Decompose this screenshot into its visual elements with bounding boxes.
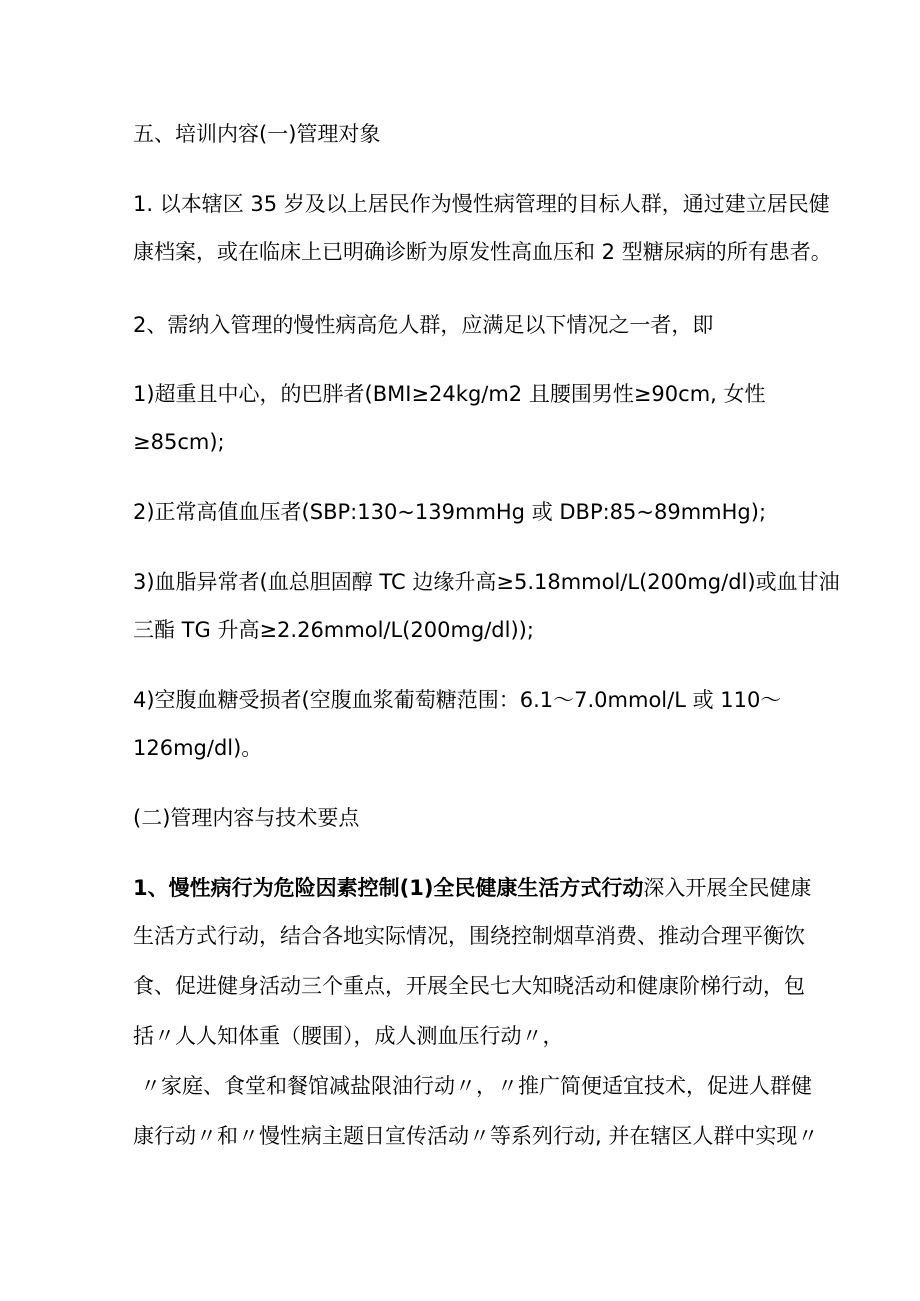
- list-item-fasting-glucose-line1: 4)空腹血糖受损者(空腹血浆葡萄糖范围：6.1～7.0mmol∕L 或 110～: [133, 688, 782, 712]
- paragraph-risk-control-line5: 〃家庭、食堂和餐馆减盐限油行动〃，〃推广简便适宜技术，促进人群健: [140, 1074, 812, 1098]
- list-item-fasting-glucose-line2: 126mg∕dl)。: [133, 736, 263, 760]
- list-item-blood-pressure: 2)正常高值血压者(SBP:130~139mmHg 或 DBP:85~89mmHg);: [133, 500, 767, 524]
- list-item-dyslipidemia-line1: 3)血脂异常者(血总胆固醇 TC 边缘升高≥5.18mmol∕L(200mg∕dl)或血甘油: [133, 570, 840, 594]
- paragraph-risk-control-line1-rest: 深入开展全民健康: [643, 876, 812, 900]
- paragraph-target-population-line2: 康档案，或在临床上已明确诊断为原发性高血压和 2 型糖尿病的所有患者。: [133, 240, 832, 264]
- paragraph-target-population-line1: 1. 以本辖区 35 岁及以上居民作为慢性病管理的目标人群，通过建立居民健: [133, 192, 830, 216]
- section-heading-training-content: 五、培训内容(一)管理对象: [133, 122, 381, 146]
- list-item-overweight-line1: 1)超重且中心，的巴胖者(BMI≥24kg∕m2 且腰围男性≥90cm, 女性: [133, 382, 766, 406]
- list-item-overweight-line2: ≥85cm);: [133, 430, 225, 454]
- paragraph-risk-control-line1: [133, 873, 813, 903]
- paragraph-risk-control-line2: 生活方式行动，结合各地实际情况，围绕控制烟草消费、推动合理平衡饮: [133, 924, 805, 948]
- paragraph-high-risk-intro: 2、需纳入管理的慢性病高危人群，应满足以下情况之一者，即: [133, 313, 714, 337]
- paragraph-risk-control-bold-lead: 1、慢性病行为危险因素控制(1)全民健康生活方式行动: [133, 876, 644, 900]
- paragraph-risk-control-line4: 括〃人人知体重（腰围），成人测血压行动〃，: [133, 1024, 564, 1048]
- paragraph-risk-control-line3: 食、促进健身活动三个重点，开展全民七大知晓活动和健康阶梯行动，包: [133, 974, 805, 998]
- list-item-dyslipidemia-line2: 三酯 TG 升高≥2.26mmol∕L(200mg∕dl));: [133, 618, 534, 642]
- section-heading-management-content: (二)管理内容与技术要点: [133, 806, 360, 830]
- paragraph-risk-control-line6: 康行动〃和〃慢性病主题日宣传活动〃等系列行动, 并在辖区人群中实现〃: [133, 1124, 819, 1148]
